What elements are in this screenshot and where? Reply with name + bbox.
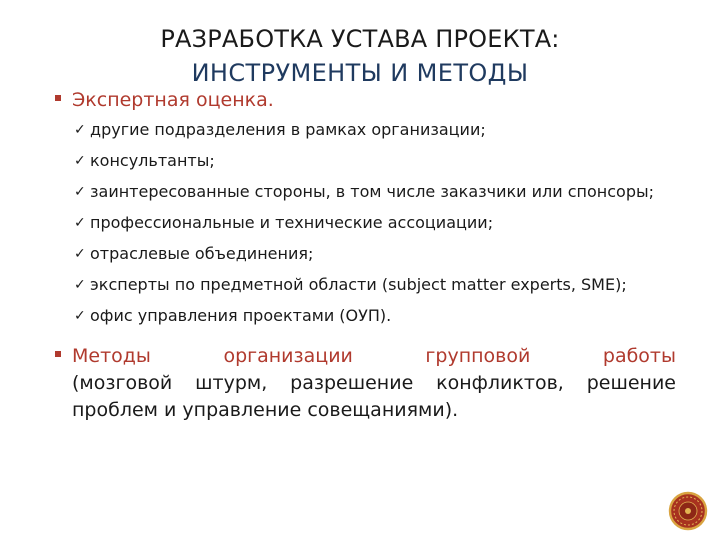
bullet-detail: (мозговой штурм, разрешение конфликтов, решение проблем и управление совещаниями).	[72, 372, 676, 421]
bullet-label: Экспертная оценка.	[72, 89, 274, 111]
list-item: ✓ офис управления проектами (ОУП).	[74, 306, 392, 325]
title-line-2: ИНСТРУМЕНТЫ И МЕТОДЫ	[191, 59, 529, 87]
checkmark-icon: ✓	[74, 246, 86, 262]
bullet-group-methods	[54, 343, 676, 424]
list-item: ✓ эксперты по предметной области (subject matter experts, SME);	[74, 275, 627, 294]
checkmark-icon: ✓	[74, 308, 86, 324]
list-item: ✓ профессиональные и технические ассоциации;	[74, 213, 494, 232]
checkmark-icon: ✓	[74, 215, 86, 231]
checkmark-icon: ✓	[74, 153, 86, 169]
expert-sources-list	[54, 119, 676, 327]
bullet-expert-judgment	[54, 87, 676, 114]
slide-body	[54, 87, 676, 424]
checkmark-icon: ✓	[74, 277, 86, 293]
checkmark-icon: ✓	[74, 184, 86, 200]
list-item: ✓ отраслевые объединения;	[74, 244, 314, 263]
title-line-1: РАЗРАБОТКА УСТАВА ПРОЕКТА:	[160, 25, 560, 53]
list-item: ✓ консультанты;	[74, 151, 215, 170]
ornament-circle-icon	[668, 491, 708, 531]
square-bullet-icon	[55, 95, 61, 101]
list-item: ✓ заинтересованные стороны, в том числе заказчики или спонсоры;	[74, 182, 655, 201]
bullet-label: Методы организации групповой работы	[72, 345, 676, 367]
list-item: ✓ другие подразделения в рамках организации;	[74, 120, 486, 139]
checkmark-icon: ✓	[74, 122, 86, 138]
square-bullet-icon	[55, 351, 61, 357]
slide-title	[0, 22, 720, 90]
